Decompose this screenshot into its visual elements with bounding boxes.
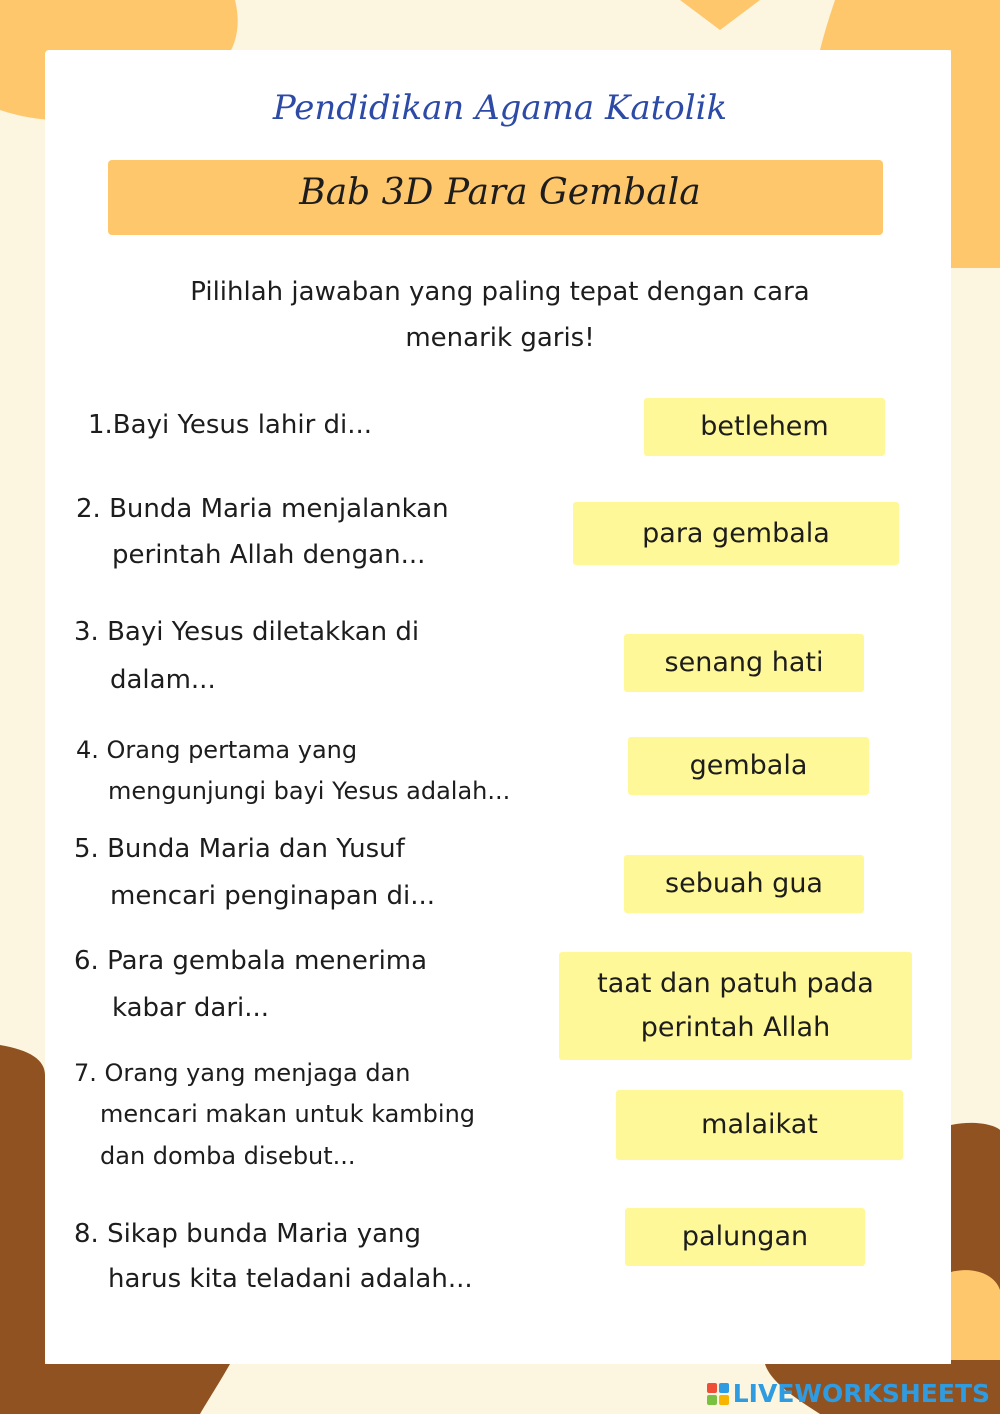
page-title: Bab 3D Para Gembala <box>299 172 701 213</box>
question-4-line-1: 4. Orang pertama yang <box>76 736 358 764</box>
bottom-right-orange-blob <box>951 1270 1000 1360</box>
question-8-line-1: 8. Sikap bunda Maria yang <box>74 1219 422 1249</box>
question-6-line-2: kabar dari... <box>112 993 270 1023</box>
answer-text: malaikat <box>701 1109 818 1140</box>
subject-heading: Pendidikan Agama Katolik <box>272 88 728 128</box>
question-7-line-2: mencari makan untuk kambing <box>100 1100 476 1128</box>
answer-text: palungan <box>681 1221 809 1252</box>
answer-text: gembala <box>689 750 808 781</box>
answer-text: betlehem <box>700 411 829 442</box>
instruction-line-1: Pilihlah jawaban yang paling tepat dengan cara <box>190 277 810 307</box>
answer-text-line-1: taat dan patuh pada <box>597 968 874 999</box>
question-8-line-2: harus kita teladani adalah... <box>108 1264 473 1294</box>
question-2-line-2: perintah Allah dengan... <box>112 540 426 570</box>
answer-box-gembala[interactable] <box>628 737 869 795</box>
answer-text: sebuah gua <box>665 868 823 899</box>
answer-text: senang hati <box>664 647 824 678</box>
answer-box-para-gembala[interactable] <box>573 502 899 565</box>
top-center-orange-blob <box>680 0 760 30</box>
answer-box-senang-hati[interactable] <box>624 634 864 692</box>
question-3-line-1: 3. Bayi Yesus diletakkan di <box>74 617 420 647</box>
question-4-line-2: mengunjungi bayi Yesus adalah... <box>108 777 511 805</box>
answer-box-betlehem[interactable] <box>644 398 885 456</box>
question-1-line-1: 1.Bayi Yesus lahir di... <box>88 410 373 440</box>
question-5-line-2: mencari penginapan di... <box>110 881 436 911</box>
answer-text: para gembala <box>642 517 830 549</box>
question-7-line-3: dan domba disebut... <box>100 1142 356 1170</box>
answer-box-malaikat[interactable] <box>616 1090 903 1160</box>
question-7-line-1: 7. Orang yang menjaga dan <box>74 1059 411 1087</box>
question-5-line-1: 5. Bunda Maria dan Yusuf <box>74 834 405 864</box>
liveworksheets-watermark <box>707 1379 990 1408</box>
question-3-line-2: dalam... <box>110 665 216 695</box>
watermark-worksheets: WORKSHEETS <box>794 1379 990 1408</box>
answer-box-palungan[interactable] <box>625 1208 865 1266</box>
answer-box-sebuah-gua[interactable] <box>624 855 864 913</box>
liveworksheets-logo-icon <box>707 1383 729 1405</box>
answer-box-taat-dan-patuh[interactable] <box>559 952 912 1060</box>
watermark-live: LIVE <box>732 1379 795 1408</box>
answer-text-line-2: perintah Allah <box>640 1012 831 1043</box>
question-6-line-1: 6. Para gembala menerima <box>74 946 428 976</box>
instruction-line-2: menarik garis! <box>405 323 595 353</box>
question-2-line-1: 2. Bunda Maria menjalankan <box>76 494 449 524</box>
